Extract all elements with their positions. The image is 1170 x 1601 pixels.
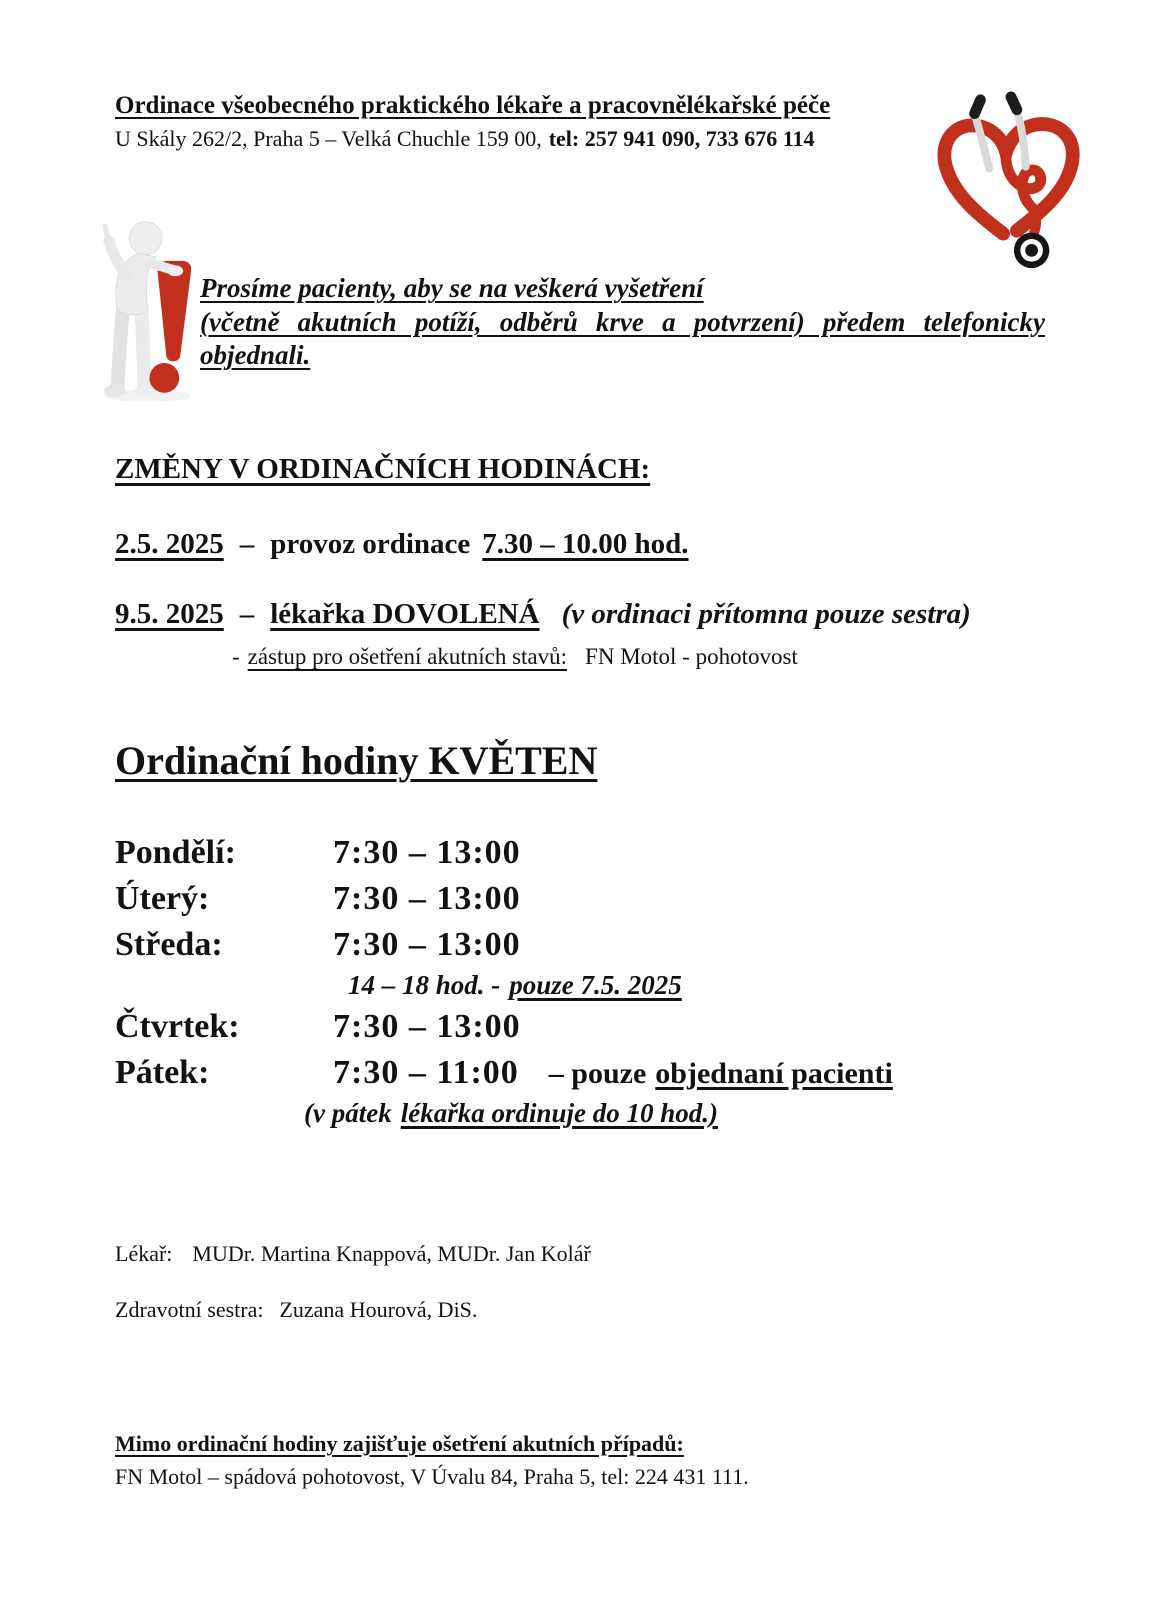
after-hours-contact: FN Motol – spádová pohotovost, V Úvalu 84, Praha 5, tel: 224 431 111. bbox=[115, 1464, 749, 1489]
changes-heading: ZMĚNY V ORDINAČNÍCH HODINÁCH: bbox=[115, 453, 651, 485]
figure-leg-left bbox=[118, 303, 124, 386]
hours-changes-section bbox=[115, 452, 1075, 672]
day-hours: 7:30 – 13:00 bbox=[333, 926, 521, 963]
nurse-line bbox=[115, 1296, 591, 1324]
schedule-row-thursday bbox=[115, 1004, 1115, 1050]
friday-restriction: – pouze objednaní pacienti bbox=[548, 1057, 893, 1090]
substitute-care-note bbox=[115, 642, 1075, 672]
header bbox=[115, 90, 1055, 153]
substitute-label: zástup pro ošetření akutních stavů: bbox=[247, 644, 568, 669]
schedule-row-friday bbox=[115, 1050, 1115, 1096]
notice-line-2: (včetně akutních potíží, odběrů krve a potvrzení) předem telefonicky bbox=[200, 306, 1045, 337]
office-hours-schedule bbox=[115, 830, 1115, 1132]
vacation-label: lékařka DOVOLENÁ bbox=[270, 598, 540, 630]
earpiece-right bbox=[1011, 97, 1017, 110]
office-hours-heading: Ordinační hodiny KVĚTEN bbox=[115, 738, 598, 783]
phone-numbers: tel: 257 941 090, 733 676 114 bbox=[548, 126, 815, 151]
appointment-notice bbox=[200, 272, 1045, 373]
afternoon-date-only: pouze 7.5. 2025 bbox=[509, 970, 682, 1000]
address-text: U Skály 262/2, Praha 5 – Velká Chuchle 159 00, bbox=[115, 126, 542, 151]
chestpiece-center bbox=[1025, 244, 1038, 257]
day-label: Úterý: bbox=[115, 880, 210, 917]
schedule-row-tuesday bbox=[115, 876, 1115, 922]
figure-raised-arm bbox=[109, 241, 126, 275]
doctor-names: MUDr. Martina Knappová, MUDr. Jan Kolář bbox=[192, 1241, 591, 1266]
dash: - bbox=[232, 644, 240, 669]
nurse-only-note: (v ordinaci přítomna pouze sestra) bbox=[561, 598, 971, 630]
exclamation-figure-icon bbox=[88, 212, 202, 405]
practice-address bbox=[115, 125, 1055, 153]
day-label: Pondělí: bbox=[115, 834, 236, 871]
earpiece-left bbox=[975, 100, 981, 114]
friday-note-prefix: (v pátek bbox=[304, 1098, 392, 1128]
change-item-may9 bbox=[115, 596, 1075, 632]
day-hours: 7:30 – 13:00 bbox=[333, 834, 521, 871]
substitute-location: FN Motol - pohotovost bbox=[585, 644, 798, 669]
notice-line-3: objednali. bbox=[200, 340, 311, 370]
schedule-row-monday bbox=[115, 830, 1115, 876]
after-hours-heading: Mimo ordinační hodiny zajišťuje ošetření akutních případů: bbox=[115, 1431, 684, 1456]
day-label: Středa: bbox=[115, 926, 223, 963]
change-date: 2.5. 2025 bbox=[115, 528, 224, 560]
exclamation-dot bbox=[149, 363, 179, 393]
after-hours-section bbox=[115, 1430, 749, 1491]
doctor-label: Lékař: bbox=[115, 1241, 173, 1266]
friday-doctor-note bbox=[115, 1096, 1115, 1132]
change-label: provoz ordinace bbox=[270, 528, 471, 560]
figure-leg-right bbox=[142, 307, 145, 386]
notice-line-1: Prosíme pacienty, aby se na veškerá vyšetření bbox=[200, 273, 704, 303]
change-time: 7.30 – 10.00 hod. bbox=[482, 528, 689, 560]
figure-head bbox=[129, 222, 162, 255]
day-hours: 7:30 – 13:00 bbox=[333, 880, 521, 917]
booked-patients-only: objednaní pacienti bbox=[655, 1057, 893, 1090]
afternoon-hours: 14 – 18 hod. - bbox=[348, 970, 501, 1000]
nurse-label: Zdravotní sestra: bbox=[115, 1297, 264, 1322]
change-item-may2 bbox=[115, 526, 1075, 562]
staff-section bbox=[115, 1240, 591, 1324]
day-hours: 7:30 – 11:00 bbox=[333, 1054, 519, 1091]
stethoscope-heart-icon bbox=[930, 90, 1088, 272]
schedule-row-wednesday bbox=[115, 922, 1115, 968]
practice-title: Ordinace všeobecného praktického lékaře a pracovnělékařské péče bbox=[115, 92, 831, 119]
day-label: Pátek: bbox=[115, 1054, 210, 1091]
day-label: Čtvrtek: bbox=[115, 1008, 240, 1045]
change-date: 9.5. 2025 bbox=[115, 598, 224, 630]
day-hours: 7:30 – 13:00 bbox=[333, 1008, 521, 1045]
wednesday-extra-note bbox=[115, 968, 1115, 1004]
dash: – bbox=[239, 598, 255, 630]
figure-pointing-finger bbox=[105, 226, 109, 241]
friday-note-underlined: lékařka ordinuje do 10 hod.) bbox=[400, 1098, 718, 1128]
doctor-line bbox=[115, 1240, 591, 1268]
dash: – bbox=[239, 528, 255, 560]
figure-hand bbox=[167, 265, 183, 276]
figure-foot-left bbox=[104, 385, 126, 397]
nurse-names: Zuzana Hourová, DiS. bbox=[279, 1297, 478, 1322]
